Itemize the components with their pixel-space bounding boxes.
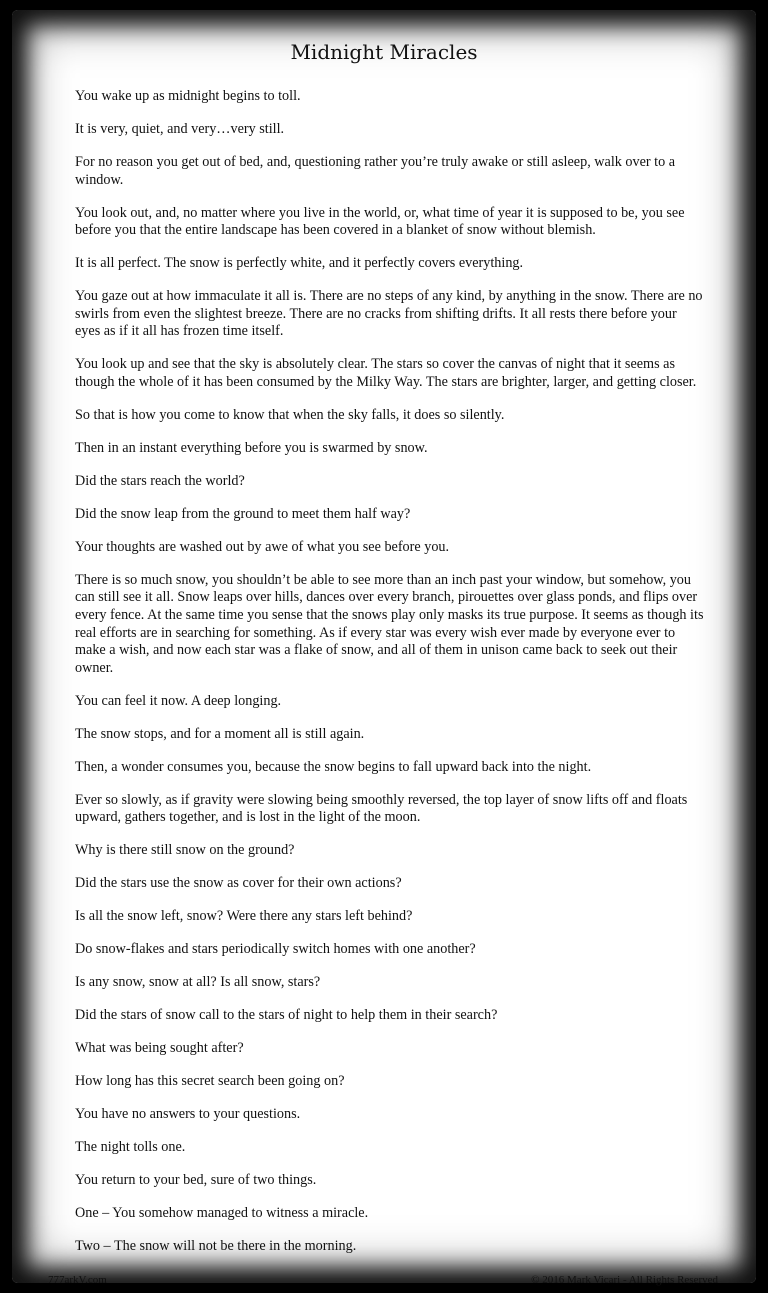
story-paragraph: Then in an instant everything before you is swarmed by snow. [75, 439, 428, 456]
story-paragraph: Do snow-flakes and stars periodically switch homes with one another? [75, 941, 476, 958]
story-paragraph: You gaze out at how immaculate it all is. There are no steps of any kind, by anything in the snow. There are no swirls from even the slightest breeze. There are no cracks from shifting drifts. It all rests there before your eyes as if it all has frozen time itself. [75, 288, 703, 340]
story-paragraph: Did the stars reach the world? [75, 472, 245, 489]
story-paragraph: One – You somehow managed to witness a miracle. [75, 1205, 369, 1222]
story-paragraph: The night tolls one. [75, 1139, 186, 1156]
story-paragraph: Why is there still snow on the ground? [75, 842, 295, 859]
story-paragraph: So that is how you come to know that when the sky falls, it does so silently. [75, 406, 505, 423]
story-paragraph: You look up and see that the sky is absolutely clear. The stars so cover the canvas of night that it seems as though the whole of it has been consumed by the Milky Way. The stars are brighter, larger, and getting closer. [75, 356, 697, 390]
document-title: Midnight Miracles [290, 40, 478, 64]
story-paragraph: There is so much snow, you shouldn’t be able to see more than an inch past your window, but somehow, you can still see it all. Snow leaps over hills, dances over every branch, pirouettes over glass ponds, and flips over every fence. At the same time you sense that the snows play only masks its true purpose. It seems as though its real efforts are in searching for something. As if every star was every wish ever made by everyone ever to make a wish, and now each star was a flake of snow, and all of them in unison came back to seek out their owner. [75, 571, 704, 676]
story-paragraph: Did the snow leap from the ground to meet them half way? [75, 505, 411, 522]
story-paragraph: You can feel it now. A deep longing. [75, 692, 282, 709]
story-paragraph: Did the stars use the snow as cover for their own actions? [75, 875, 402, 892]
story-paragraph: The snow stops, and for a moment all is still again. [75, 725, 365, 742]
story-paragraph: It is very, quiet, and very…very still. [75, 120, 285, 137]
story-paragraph: Is any snow, snow at all? Is all snow, stars? [75, 974, 321, 991]
story-paragraph: What was being sought after? [75, 1040, 244, 1057]
story-paragraph: Then, a wonder consumes you, because the snow begins to fall upward back into the night. [75, 758, 592, 775]
story-paragraph: Did the stars of snow call to the stars of night to help them in their search? [75, 1007, 498, 1024]
story-paragraph: You return to your bed, sure of two things. [75, 1172, 317, 1189]
footer-copyright: © 2016 Mark Vicari - All Rights Reserved [531, 1274, 718, 1286]
story-paragraph: You wake up as midnight begins to toll. [75, 88, 301, 104]
story-paragraph: Ever so slowly, as if gravity were slowing being smoothly reversed, the top layer of snow lifts off and floats upward, gathers together, and is lost in the light of the moon. [75, 791, 688, 826]
document-body [75, 88, 705, 1271]
story-paragraph: Is all the snow left, snow? Were there any stars left behind? [75, 908, 413, 925]
document-page [12, 10, 756, 1286]
story-paragraph: How long has this secret search been going on? [75, 1073, 345, 1090]
story-paragraph: You have no answers to your questions. [75, 1106, 301, 1123]
story-paragraph: You look out, and, no matter where you live in the world, or, what time of year it is supposed to be, you see before you that the entire landscape has been covered in a blanket of snow without blemish. [75, 204, 685, 239]
story-paragraph: Two – The snow will not be there in the morning. [75, 1238, 357, 1255]
footer-website: 777arkV.com [48, 1274, 107, 1286]
story-paragraph: It is all perfect. The snow is perfectly white, and it perfectly covers everything. [75, 255, 524, 272]
story-paragraph: Your thoughts are washed out by awe of what you see before you. [75, 538, 450, 555]
story-paragraph: For no reason you get out of bed, and, questioning rather you’re truly awake or still asleep, walk over to a window. [75, 153, 676, 188]
